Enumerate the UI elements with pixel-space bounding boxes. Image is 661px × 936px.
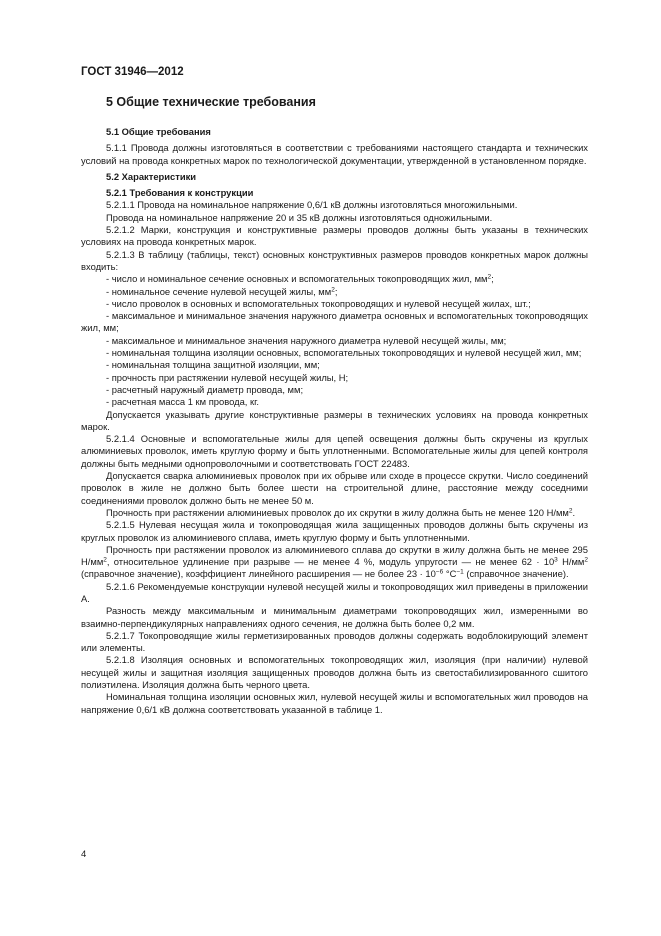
list-item: - номинальная толщина защитной изоляции, мм; xyxy=(106,359,320,371)
paragraph-nominal-thickness: Номинальная толщина изоляции основных жил, нулевой несущей жилы и вспомогательных жил проводов на напряжение 0,6/1 кВ должна соответствовать указанной в таблице 1. xyxy=(81,691,588,715)
paragraph-5-1-1: 5.1.1 Провода должны изготовляться в соответствии с требованиями настоящего стандарта и технических условий на провода конкретных марок по технологической документации, утвержденной в установленном порядке. xyxy=(81,142,588,166)
heading-5-2-1: 5.2.1 Требования к конструкции xyxy=(106,187,254,199)
section-title: 5 Общие технические требования xyxy=(106,95,316,109)
paragraph-5-2-1-1b: Провода на номинальное напряжение 20 и 35 кВ должны изготовляться одножильными. xyxy=(106,211,493,223)
paragraph-5-2-1-8: 5.2.1.8 Изоляция основных и вспомогательных токопроводящих жил, изоляция (при наличии) нулевой несущей жилы и защитная изоляция защищенных проводов должна быть из светостабилизированного сшитого полиэтилена. Изоляция должна быть черного цвета. xyxy=(81,654,588,691)
list-item: - число и номинальное сечение основных и вспомогательных токопроводящих жил, $мм^2$; xyxy=(106,273,494,285)
paragraph-5-2-1-1: 5.2.1.1 Провода на номинальное напряжение 0,6/1 кВ должны изготовляться многожильными. xyxy=(106,199,518,211)
paragraph-strength-aluminium: Прочность при растяжении алюминиевых проволок до их скрутки в жилу должна быть не менее 120 $Н/мм^2$. xyxy=(106,506,576,518)
paragraph-diameter-difference: Разность между максимальным и минимальным диаметрами токопроводящих жил, измеренными во взаимно-перпендикулярных направлениях одного сечения, не должна быть более 0,2 мм. xyxy=(81,605,588,629)
paragraph-5-2-1-4: 5.2.1.4 Основные и вспомогательные жилы для цепей освещения должны быть скручены из круглых алюминиевых проволок, иметь круглую форму и быть уплотненными. Вспомогательные жилы для цепей контроля должны быть медными однопроволочными и соответствовать ГОСТ 22483. xyxy=(81,433,588,469)
paragraph-5-2-1-6: 5.2.1.6 Рекомендуемые конструкции нулевой несущей жилы и токопроводящих жил приведены в приложении А. xyxy=(81,580,588,604)
page-number: 4 xyxy=(81,849,87,860)
paragraph-5-2-1-7: 5.2.1.7 Токопроводящие жилы герметизированных проводов должны содержать водоблокирующий элемент или элементы. xyxy=(81,629,588,654)
document-header: ГОСТ 31946—2012 xyxy=(81,66,184,78)
paragraph-5-2-1-2: 5.2.1.2 Марки, конструкция и конструктивные размеры проводов должны быть указаны в технических условиях на провода конкретных марок. xyxy=(81,224,588,248)
list-item: - номинальное сечение нулевой несущей жилы, $мм^2$; xyxy=(106,285,338,297)
list-item: - число проволок в основных и вспомогательных токопроводящих и нулевой несущей жилах, шт.; xyxy=(106,297,531,309)
paragraph-strength-alloy: Прочность при растяжении проволок из алюминиевого сплава до скрутки в жилу должна быть не менее 295 $Н/мм^2$, относительное удлинение при разрыве — не менее 4 %, модуль упругости — не менее $62 \cdot 10^3$ $Н/мм^2$ (справочное значение), коэффициент линейного расширения — не более $23 \cdot 10^{-6}$ $^\circ С^{-1}$ (справочное значение). xyxy=(81,543,588,580)
heading-5-2: 5.2 Характеристики xyxy=(106,170,197,182)
list-item: - расчетный наружный диаметр провода, мм; xyxy=(106,383,304,395)
list-item: - максимальное и минимальное значения наружного диаметра основных и вспомогательных токопроводящих жил, мм; xyxy=(81,310,588,334)
paragraph-weld: Допускается сварка алюминиевых проволок при их обрыве или сходе в процессе скрутки. Число соединений проволок в жиле не должно быть более шести на строительной длине, расстояние между соседними соединениями проволок должно быть не менее 50 м. xyxy=(81,470,588,506)
heading-5-1: 5.1 Общие требования xyxy=(106,126,211,137)
list-item: - номинальная толщина изоляции основных, вспомогательных токопроводящих и нулевой несущей жил, мм; xyxy=(106,347,582,359)
paragraph-5-2-1-3: 5.2.1.3 В таблицу (таблицы, текст) основных конструктивных размеров проводов конкретных марок должны входить: xyxy=(81,248,588,272)
paragraph-allow: Допускается указывать другие конструктивные размеры в технических условиях на провода конкретных марок. xyxy=(81,408,588,432)
list-item: - максимальное и минимальное значения наружного диаметра нулевой несущей жилы, мм; xyxy=(106,334,507,346)
document-body xyxy=(81,124,588,716)
list-item: - расчетная масса 1 км провода, кг. xyxy=(106,396,259,408)
list-item: - прочность при растяжении нулевой несущей жилы, Н; xyxy=(106,371,349,383)
paragraph-5-2-1-5: 5.2.1.5 Нулевая несущая жила и токопроводящая жила защищенных проводов должны быть скручены из круглых проволок из алюминиевого сплава, иметь круглую форму и быть уплотненными. xyxy=(81,519,588,543)
